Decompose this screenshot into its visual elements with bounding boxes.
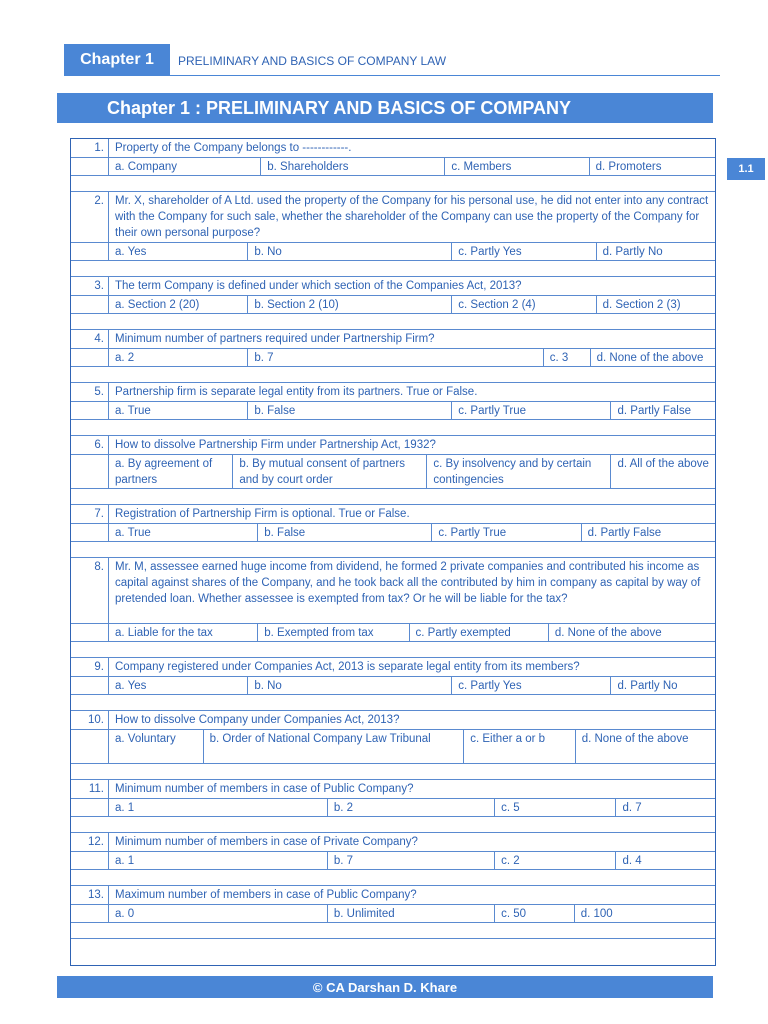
options-row: [71, 296, 715, 314]
question-number: 6.: [71, 436, 109, 454]
question-row: [71, 833, 715, 852]
option-a: a. By agreement of partners: [109, 455, 233, 488]
option-c: c. Partly exempted: [410, 624, 549, 641]
question-row: [71, 558, 715, 624]
question-row: [71, 383, 715, 402]
option-b: b. False: [258, 524, 432, 541]
question-number: 8.: [71, 558, 109, 623]
option-c: c. Partly Yes: [452, 243, 596, 260]
option-a: a. Company: [109, 158, 261, 175]
question-text: Mr. M, assessee earned huge income from dividend, he formed 2 private companies and contributed his income as capital against shares of the Company, and he took back all the contributed by him in company as capital by way of pretended loan. Whether assessee is exempted from tax? Or he will be liable for the tax?: [115, 561, 701, 605]
option-d: d. Section 2 (3): [602, 299, 681, 311]
question-number: 13.: [71, 886, 109, 904]
option-a: a. Voluntary: [109, 730, 204, 763]
question-text: Maximum number of members in case of Public Company?: [115, 889, 417, 901]
option-c: c. 5: [495, 799, 616, 816]
row-spacer: [71, 695, 715, 711]
option-c: c. 2: [495, 852, 616, 869]
row-spacer: [71, 489, 715, 505]
options-row: [71, 799, 715, 817]
option-a: a. True: [109, 524, 258, 541]
option-c: c. Section 2 (4): [452, 296, 596, 313]
option-c: c. By insolvency and by certain contingencies: [427, 455, 611, 488]
option-b: b. 7: [328, 852, 495, 869]
options-row: [71, 349, 715, 367]
option-b: b. No: [248, 243, 452, 260]
options-row-gutter: [71, 402, 109, 419]
options-row-gutter: [71, 799, 109, 816]
question-number: 4.: [71, 330, 109, 348]
option-b: b. No: [248, 677, 452, 694]
option-a: a. 1: [109, 852, 328, 869]
option-d: d. None of the above: [554, 627, 662, 639]
options-row-gutter: [71, 730, 109, 763]
options-row: [71, 455, 715, 489]
row-spacer: [71, 870, 715, 886]
option-d: d. Partly False: [587, 527, 662, 539]
row-spacer: [71, 261, 715, 277]
options-row-gutter: [71, 624, 109, 641]
question-text: Minimum number of members in case of Private Company?: [115, 836, 418, 848]
option-b: b. Section 2 (10): [248, 296, 452, 313]
chapter-title-banner: Chapter 1 : PRELIMINARY AND BASICS OF COMPANY: [57, 93, 713, 123]
question-text: Partnership firm is separate legal entity from its partners. True or False.: [115, 386, 478, 398]
row-spacer: [71, 367, 715, 383]
option-a: a. 0: [109, 905, 328, 922]
options-row: [71, 524, 715, 542]
question-number: 12.: [71, 833, 109, 851]
questions-table: [70, 138, 716, 966]
options-row-gutter: [71, 852, 109, 869]
options-row-gutter: [71, 677, 109, 694]
question-row: [71, 277, 715, 296]
option-b: b. False: [248, 402, 452, 419]
question-text: Minimum number of members in case of Public Company?: [115, 783, 414, 795]
row-spacer: [71, 817, 715, 833]
question-row: [71, 711, 715, 730]
options-row: [71, 852, 715, 870]
options-row-gutter: [71, 455, 109, 488]
option-d: d. 4: [622, 855, 642, 867]
row-spacer: [71, 923, 715, 939]
row-spacer: [71, 642, 715, 658]
question-text: Property of the Company belongs to ------------.: [115, 142, 352, 154]
question-number: 9.: [71, 658, 109, 676]
chapter-tab: Chapter 1: [64, 44, 170, 76]
row-spacer: [71, 176, 715, 192]
question-number: 5.: [71, 383, 109, 401]
option-c: c. 50: [495, 905, 575, 922]
question-number: 1.: [71, 139, 109, 157]
question-row: [71, 505, 715, 524]
question-text: How to dissolve Company under Companies Act, 2013?: [115, 714, 400, 726]
option-d: d. Partly No: [602, 246, 663, 258]
option-b: b. By mutual consent of partners and by court order: [233, 455, 427, 488]
option-c: c. Partly True: [452, 402, 611, 419]
options-row-gutter: [71, 524, 109, 541]
row-spacer: [71, 764, 715, 780]
options-row: [71, 905, 715, 923]
options-row: [71, 158, 715, 176]
options-row: [71, 243, 715, 261]
option-c: c. Partly Yes: [452, 677, 611, 694]
options-row: [71, 730, 715, 764]
question-number: 2.: [71, 192, 109, 242]
question-text: The term Company is defined under which section of the Companies Act, 2013?: [115, 280, 522, 292]
question-number: 10.: [71, 711, 109, 729]
option-a: a. Liable for the tax: [109, 624, 258, 641]
question-row: [71, 330, 715, 349]
option-d: d. All of the above: [617, 458, 709, 470]
question-row: [71, 436, 715, 455]
question-row: [71, 192, 715, 243]
options-row-gutter: [71, 905, 109, 922]
option-d: d. Promoters: [595, 161, 662, 173]
option-c: c. Members: [445, 158, 589, 175]
question-number: 3.: [71, 277, 109, 295]
question-row: [71, 886, 715, 905]
running-header-title: PRELIMINARY AND BASICS OF COMPANY LAW: [178, 54, 447, 68]
option-c: c. Either a or b: [464, 730, 575, 763]
option-d: d. None of the above: [596, 352, 704, 364]
question-row: [71, 780, 715, 799]
questions-grid: [71, 139, 715, 939]
option-a: a. Section 2 (20): [109, 296, 248, 313]
option-b: b. Exempted from tax: [258, 624, 409, 641]
page-number-badge: 1.1: [727, 158, 765, 180]
options-row: [71, 677, 715, 695]
question-row: [71, 139, 715, 158]
options-row-gutter: [71, 158, 109, 175]
option-b: b. Unlimited: [328, 905, 495, 922]
option-d: d. Partly No: [617, 680, 678, 692]
option-d: d. None of the above: [581, 733, 689, 745]
options-row-gutter: [71, 243, 109, 260]
header-divider: [64, 75, 720, 76]
row-spacer: [71, 542, 715, 558]
option-d: d. Partly False: [617, 405, 691, 417]
row-spacer: [71, 420, 715, 436]
question-number: 11.: [71, 780, 109, 798]
copyright-footer: © CA Darshan D. Khare: [57, 976, 713, 998]
option-a: a. True: [109, 402, 248, 419]
question-number: 7.: [71, 505, 109, 523]
option-b: b. 2: [328, 799, 495, 816]
options-row-gutter: [71, 296, 109, 313]
question-text: How to dissolve Partnership Firm under Partnership Act, 1932?: [115, 439, 436, 451]
option-d: d. 7: [622, 802, 642, 814]
option-c: c. Partly True: [432, 524, 581, 541]
question-text: Mr. X, shareholder of A Ltd. used the property of the Company for his personal use, he did not enter into any contract with the Company for such sale, whether the shareholder of the Company can use the property of the Company for their own personal purpose?: [115, 195, 709, 239]
options-row: [71, 624, 715, 642]
question-row: [71, 658, 715, 677]
option-b: b. Shareholders: [261, 158, 445, 175]
option-a: a. Yes: [109, 677, 248, 694]
question-text: Registration of Partnership Firm is optional. True or False.: [115, 508, 410, 520]
options-row-gutter: [71, 349, 109, 366]
option-b: b. Order of National Company Law Tribunal: [204, 730, 465, 763]
option-a: a. 2: [109, 349, 248, 366]
option-b: b. 7: [248, 349, 543, 366]
option-c: c. 3: [544, 349, 591, 366]
row-spacer: [71, 314, 715, 330]
option-a: a. Yes: [109, 243, 248, 260]
option-d: d. 100: [580, 908, 613, 920]
option-a: a. 1: [109, 799, 328, 816]
question-text: Company registered under Companies Act, 2013 is separate legal entity from its members?: [115, 661, 580, 673]
options-row: [71, 402, 715, 420]
question-text: Minimum number of partners required under Partnership Firm?: [115, 333, 435, 345]
